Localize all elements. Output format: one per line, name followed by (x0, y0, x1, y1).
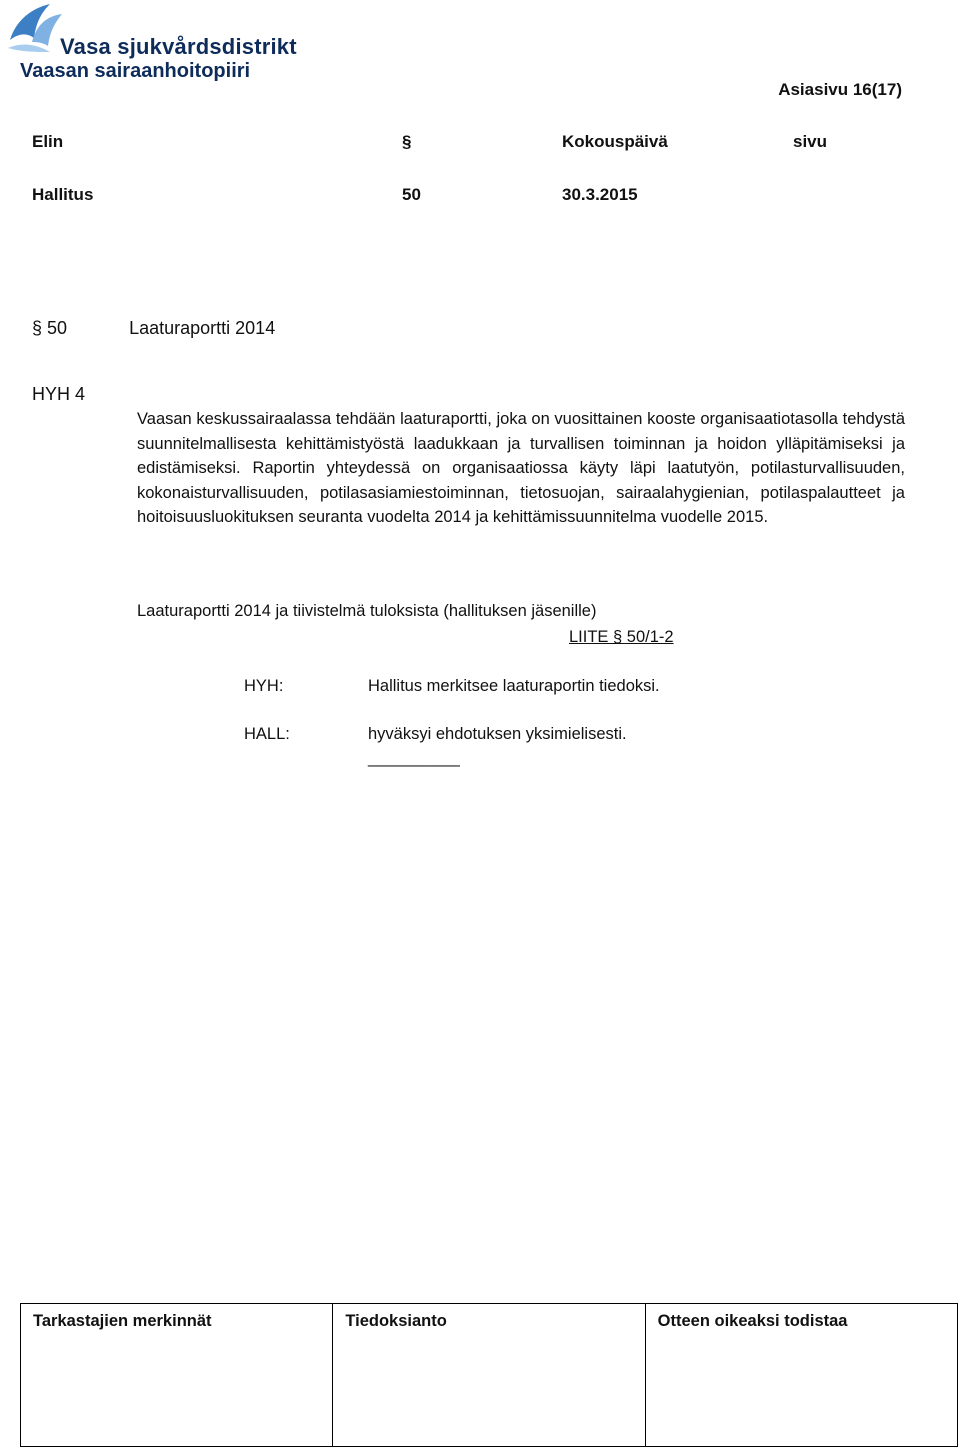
header-value-organ: Hallitus (32, 185, 94, 204)
proposal-text: Hallitus merkitsee laaturaportin tiedoksi. (368, 677, 660, 695)
page-number: Asiasivu 16(17) (778, 80, 902, 99)
item-heading (32, 318, 275, 339)
bird-wing-logo-icon (6, 2, 64, 60)
header-label-meeting-date: Kokouspäivä (562, 132, 668, 151)
header-value-meeting-date: 30.3.2015 (562, 185, 638, 204)
item-reference: HYH 4 (32, 384, 86, 404)
decision-label: HALL: (244, 725, 290, 743)
item-description: Vaasan keskussairaalassa tehdään laaturaportti, joka on vuosittainen kooste organisaatiotasolla tehdystä suunnitelmallisesta kehittämistyöstä laadukkaan ja turvallisen toiminnan ja hoidon ylläpitämiseksi ja edistämiseksi. Raportin yhteydessä on organisaatiossa käyty läpi laatutyön, potilasturvallisuuden, kokonaisturvallisuuden, potilasasiamiestoiminnan, tietosuojan, sairaalahygienian, potilaspalautteet ja hoitoisuusluokituksen seuranta vuodelta 2014 ja kehittämissuunnitelma vuodelle 2015. (137, 410, 905, 526)
header-value-section: 50 (402, 185, 421, 204)
footer-inspectors-notes: Tarkastajien merkinnät (21, 1304, 333, 1447)
header-label-page: sivu (793, 132, 828, 151)
item-title: Laaturaportti 2014 (129, 318, 276, 338)
footer-notification: Tiedoksianto (333, 1304, 645, 1447)
header-label-section: § (402, 132, 412, 151)
attachment-reference: LIITE § 50/1-2 (569, 628, 674, 646)
proposal-label: HYH: (244, 677, 284, 695)
separator-line: __________ (368, 749, 460, 767)
organization-name-swedish: Vasa sjukvårdsdistrikt (60, 34, 297, 59)
item-number: 50 (47, 318, 68, 338)
footer-certified-copy: Otteen oikeaksi todistaa (645, 1304, 957, 1447)
header-label-organ: Elin (32, 132, 64, 151)
decision-text: hyväksyi ehdotuksen yksimielisesti. (368, 725, 627, 743)
organization-name-finnish: Vaasan sairaanhoitopiiri (20, 60, 251, 82)
certification-footer (20, 1303, 958, 1447)
section-sign: § (32, 318, 43, 338)
attachment-description: Laaturaportti 2014 ja tiivistelmä tuloksista (hallituksen jäsenille) (137, 602, 597, 620)
